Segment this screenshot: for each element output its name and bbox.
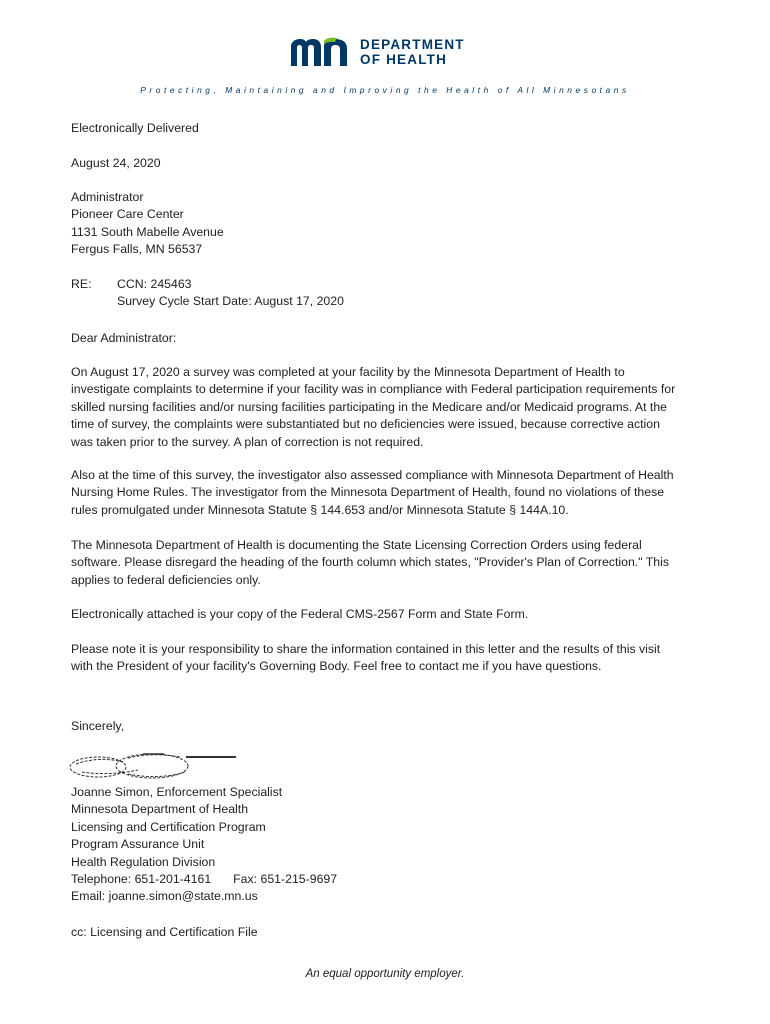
paragraph-line: software. Please disregard the heading of the fourth column which states, "Provider's Plan of Correction." This xyxy=(71,555,669,570)
paragraph-line: Nursing Home Rules. The investigator from the Minnesota Department of Health, found no violations of these xyxy=(71,485,665,500)
signer-telephone: Telephone: 651-201-4161 xyxy=(71,872,212,887)
signer-department: Minnesota Department of Health xyxy=(71,802,249,817)
paragraph-line: The Minnesota Department of Health is documenting the State Licensing Correction Orders using federal xyxy=(71,538,642,552)
closing: Sincerely, xyxy=(71,719,125,733)
signer-name: Joanne Simon, Enforcement Specialist xyxy=(71,785,283,799)
paragraph-line: Please note it is your responsibility to share the information contained in this letter and the results of this visit xyxy=(71,642,661,656)
footer-note: An equal opportunity employer. xyxy=(305,968,465,980)
paragraph-line: time of survey, the complaints were substantiated but no deficiencies were issued, because corrective action xyxy=(71,417,660,432)
recipient-facility: Pioneer Care Center xyxy=(71,207,184,222)
paragraph-survey xyxy=(71,364,711,451)
re-survey-start: Survey Cycle Start Date: August 17, 2020 xyxy=(117,294,344,309)
paragraph-software xyxy=(71,537,711,589)
paragraph-line: Also at the time of this survey, the investigator also assessed compliance with Minnesota Department of Health xyxy=(71,468,674,482)
logo-wordmark xyxy=(360,37,465,67)
paragraph-line: Electronically attached is your copy of the Federal CMS-2567 Form and State Form. xyxy=(71,607,529,621)
paragraph-responsibility xyxy=(71,641,711,676)
signature-image xyxy=(68,748,243,784)
re-label: RE: xyxy=(71,277,92,291)
paragraph-line: applies to federal deficiencies only. xyxy=(71,572,261,587)
re-ccn: CCN: 245463 xyxy=(117,277,192,291)
cc-line: cc: Licensing and Certification File xyxy=(71,925,258,939)
signer-block xyxy=(71,784,711,906)
logo-line-2: OF HEALTH xyxy=(360,52,448,67)
signer-email[interactable]: Email: joanne.simon@state.mn.us xyxy=(71,889,258,904)
recipient-title: Administrator xyxy=(71,190,144,204)
paragraph-line: rules promulgated under Minnesota Statute § 144.653 and/or Minnesota Statute § 144A.10. xyxy=(71,502,569,517)
recipient-city: Fergus Falls, MN 56537 xyxy=(71,242,203,257)
signer-contact-row xyxy=(71,871,711,888)
paragraph-line: with the President of your facility's Governing Body. Feel free to contact me if you have questions. xyxy=(71,659,602,674)
signer-program: Licensing and Certification Program xyxy=(71,819,266,834)
delivery-method: Electronically Delivered xyxy=(71,121,199,135)
recipient-address xyxy=(71,189,711,259)
signer-division: Health Regulation Division xyxy=(71,854,216,869)
signer-unit: Program Assurance Unit xyxy=(71,837,205,852)
letter-date: August 24, 2020 xyxy=(71,156,161,170)
signer-fax: Fax: 651-215-9697 xyxy=(233,872,338,887)
paragraph-line: was taken prior to the survey. A plan of correction is not required. xyxy=(71,434,424,449)
tagline: Protecting, Maintaining and Improving the Health of All Minnesotans xyxy=(140,85,630,95)
paragraph-line: skilled nursing facilities and/or nursing facilities participating in the Medicare and/or Medicaid programs. At the xyxy=(71,399,668,414)
mdh-logo xyxy=(290,36,465,68)
paragraph-line: On August 17, 2020 a survey was completed at your facility by the Minnesota Department of Health to xyxy=(71,365,625,379)
logo-line-1: DEPARTMENT xyxy=(360,37,465,52)
salutation: Dear Administrator: xyxy=(71,331,177,345)
paragraph-state-rules xyxy=(71,467,711,519)
recipient-street: 1131 South Mabelle Avenue xyxy=(71,224,224,239)
mn-logo-icon xyxy=(290,37,352,67)
paragraph-line: investigate complaints to determine if your facility was in compliance with Federal participation requirements for xyxy=(71,382,676,397)
paragraph-attachment xyxy=(71,606,711,623)
